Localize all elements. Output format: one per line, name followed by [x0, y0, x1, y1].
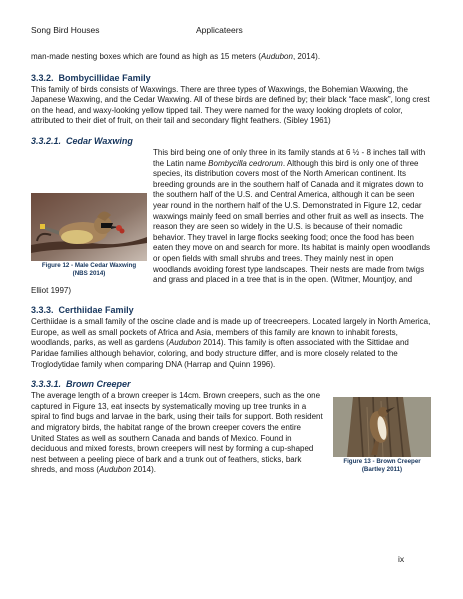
cedar-waxwing-paragraph: This bird being one of only three in its family stands at 6 ½ - 8 inches tall with the Latin name Bombycilla cedrorum. Although this bird is only one of three species, its distribution covers most of the North American continent. Its breeding grounds are in the southern half of Canada and it migrates down to the southern half of the U.S. and Central America, although it can be seen year round in the northern half of the U.S. Demonstrated in Figure 12, cedar waxwings mainly feed on small berries and other fruit as well as insects. The reason they are seen so widely in the U.S. is because of their nomadic behavior. They travel in large flocks seeking food; once the food has been eaten they move on and search for more. Its habitat is mainly open woodlands or open fields with small shrubs and trees. They mainly nest in open woodlands avoiding forest type landscapes. Their nests are made from twigs and grass and placed in a tree that is in the open. (Witmer, Mountjoy, and Elliot 1997) [31, 147, 431, 295]
page-number: ix [398, 554, 405, 564]
figure-12-caption: Figure 12 - Male Cedar Waxwing (NBS 2014) [41, 261, 137, 277]
figure-12 [31, 193, 147, 278]
brown-creeper-paragraph: The average length of a brown creeper is 14cm. Brown creepers, such as the one captured in Figure 13, eat insects by systematically moving up tree trunks in a spiral to find bugs and larvae in the bark, using their tails for support. Both resident and migratory birds, the habitat range of the brown creeper covers the entire United States as well as southern Canada and bands of Mexico. Found in deciduous and mixed forests, brown creepers will nest by forming a cup-shaped nest between a peeling piece of bark and a trunk out of feathers, sticks, bark shreds, and moss (Audubon 2014). [31, 391, 323, 475]
bombycillidae-paragraph: This family of birds consists of Waxwings. There are three types of Waxwings, the Bohemian Waxwing, the Japanese Waxwing, and the Cedar Waxwing. All of these birds are defined by; their black “face mask”, long crest on the head, and waxy-looking yellow tipped tail. They were named for the waxy looking droplets of color, attributed to their diet of fruit, on their tail and secondary flight feathers. (Sibley 1961) [31, 84, 430, 126]
heading-3-3-2: 3.3.2. Bombycillidae Family [31, 72, 151, 83]
page-body [31, 52, 431, 476]
certhiidae-paragraph: Certhiidae is a small family of the oscine clade and is made up of treecreepers. Located largely in North America, Europe, as well as small pockets of Africa and Asia, members of this family are known to inhabit forests, woodlands, parks, as well as gardens (Audubon 2014). This family is often associated with the Sittidae and Paridae families although behavior, coloring, and body structure differ, and is more closely related to the Troglodytidae family when comparing DNA (Harrap and Quinn 1996). [31, 317, 431, 369]
heading-3-3-3-1: 3.3.3.1. Brown Creeper [31, 379, 131, 390]
header-center: Applicateers [196, 25, 243, 35]
figure-13 [333, 397, 431, 474]
heading-3-3-2-1: 3.3.2.1. Cedar Waxwing [31, 135, 133, 146]
intro-paragraph: man-made nesting boxes which are found as high as 15 meters (Audubon, 2014). [31, 52, 321, 61]
header-left: Song Bird Houses [31, 25, 100, 35]
heading-3-3-3: 3.3.3. Certhiidae Family [31, 305, 134, 316]
brown-creeper-photo [333, 397, 431, 457]
cedar-waxwing-photo [31, 193, 147, 261]
figure-13-caption: Figure 13 - Brown Creeper (Bartley 2011) [343, 458, 421, 474]
